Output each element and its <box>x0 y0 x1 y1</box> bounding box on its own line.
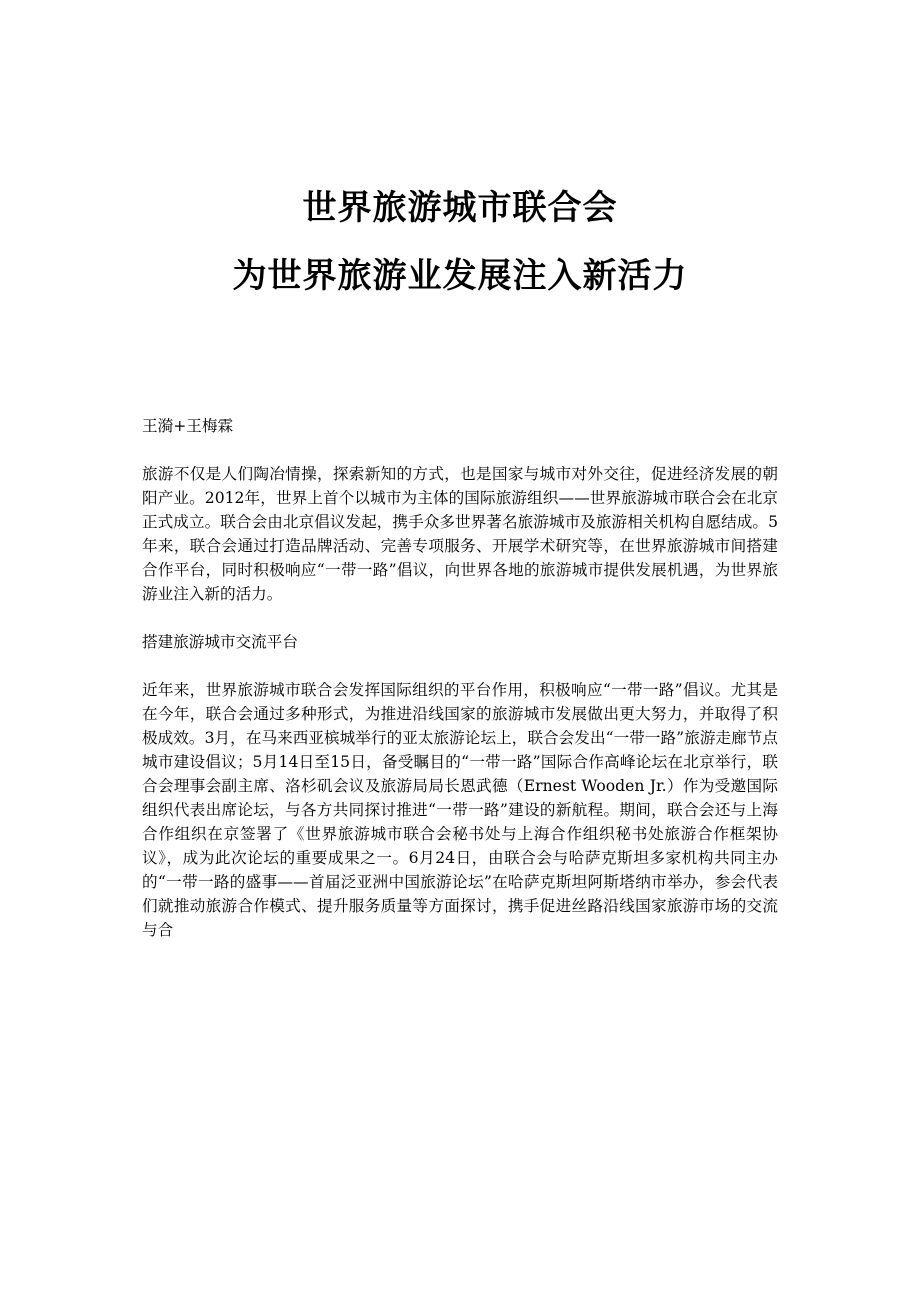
title-line-1: 世界旅游城市联合会 <box>302 188 618 228</box>
paragraph-platform: 近年来，世界旅游城市联合会发挥国际组织的平台作用，积极响应“一带一路”倡议。尤其是在今年，联合会通过多种形式，为推进沿线国家的旅游城市发展做出更大努力，并取得了积极成效。3月，在马来西亚槟城举行的亚太旅游论坛上，联合会发出“一带一路”旅游走廊节点城市建设倡议；5月14日至15日，备受瞩目的“一带一路”国际合作高峰论坛在北京举行，联合会理事会副主席、洛杉矶会议及旅游局局长恩武德（Ernest Wooden Jr.）作为受邀国际组织代表出席论坛，与各方共同探讨推进“一带一路”建设的新航程。期间，联合会还与上海合作组织在京签署了《世界旅游城市联合会秘书处与上海合作组织秘书处旅游合作框架协议》，成为此次论坛的重要成果之一。6月24日，由联合会与哈萨克斯坦多家机构共同主办的“一带一路的盛事——首届泛亚洲中国旅游论坛”在哈萨克斯坦阿斯塔纳市举办，参会代表们就推动旅游合作模式、提升服务质量等方面探讨，携手促进丝路沿线国家旅游市场的交流与合 <box>142 681 778 939</box>
paragraph-intro: 旅游不仅是人们陶冶情操，探索新知的方式，也是国家与城市对外交往，促进经济发展的朝阳产业。2012年，世界上首个以城市为主体的国际旅游组织——世界旅游城市联合会在北京正式成立。联合会由北京倡议发起，携手众多世界著名旅游城市及旅游相关机构自愿结成。5年来，联合会通过打造品牌活动、完善专项服务、开展学术研究等，在世界旅游城市间搭建合作平台，同时积极响应“一带一路”倡议，向世界各地的旅游城市提供发展机遇，为世界旅游业注入新的活力。 <box>142 465 778 603</box>
title-line-2: 为世界旅游业发展注入新活力 <box>232 256 688 296</box>
section-heading: 搭建旅游城市交流平台 <box>142 633 298 651</box>
author-line: 王漪+王梅霖 <box>142 417 234 435</box>
article-body <box>142 414 778 942</box>
